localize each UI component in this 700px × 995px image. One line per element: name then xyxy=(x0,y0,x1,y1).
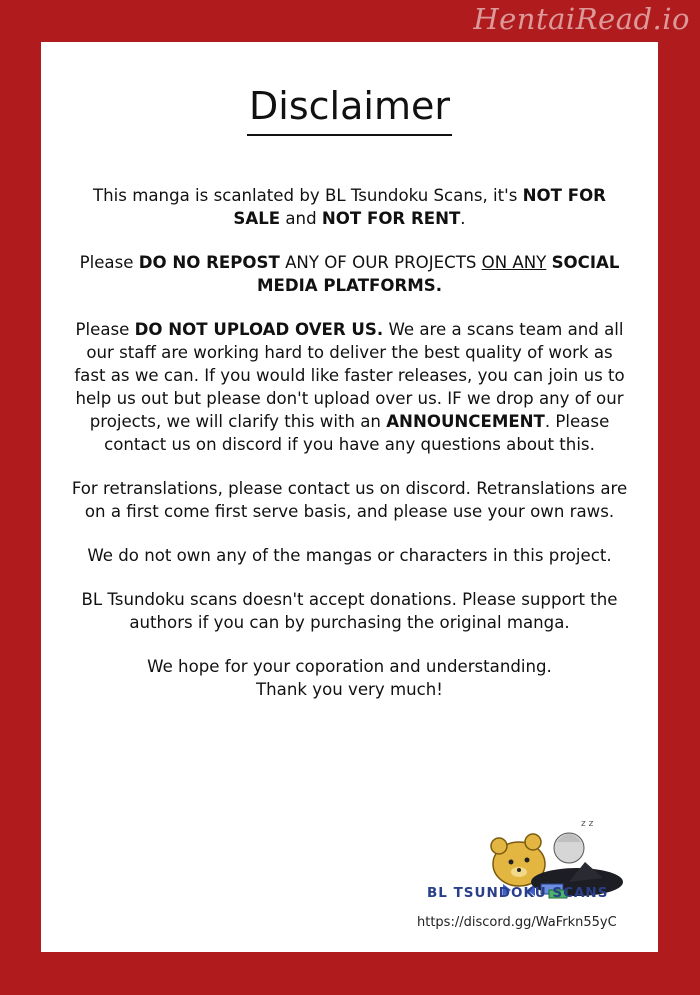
page-title xyxy=(41,84,658,136)
paragraph-repost xyxy=(71,251,628,297)
text: . xyxy=(460,209,466,228)
paragraph-donations: BL Tsundoku scans doesn't accept donations. Please support the authors if you can by purchasing the original manga. xyxy=(81,590,618,632)
emphasis: NOT FOR RENT xyxy=(321,209,461,228)
paragraph-retranslations: For retranslations, please contact us on discord. Retranslations are on a first come first serve basis, and please use your own raws. xyxy=(71,479,628,521)
svg-text:z z: z z xyxy=(581,819,594,829)
text: We are a scans team and all our staff are working hard to deliver the best quality of work as fast as we can. If you would like faster releases, you can join us to help us out but please don't upload over us. IF we drop any of our projects, we will clarify this with an xyxy=(74,320,625,431)
text: . Please contact us on discord if you have any questions about this. xyxy=(104,412,610,454)
emphasis: SOCIAL MEDIA PLATFORMS. xyxy=(256,253,620,295)
emphasis: DO NO REPOST xyxy=(138,253,280,272)
title-text: Disclaimer xyxy=(247,84,452,136)
text: Thank you very much! xyxy=(256,680,443,699)
text: and xyxy=(280,209,322,228)
text: ANY OF OUR PROJECTS xyxy=(279,253,482,272)
paragraph-ownership: We do not own any of the mangas or characters in this project. xyxy=(87,546,612,565)
text: Please xyxy=(75,320,135,339)
paragraph-scanlation xyxy=(71,184,628,230)
emphasis: DO NOT UPLOAD OVER US. xyxy=(134,320,384,339)
brand-logo: BL TSUNDOKU SCANS xyxy=(427,885,609,901)
paragraph-upload xyxy=(71,318,628,456)
site-watermark: HentaiRead.io xyxy=(473,2,690,36)
text: This manga is scanlated by BL Tsundoku Scans, it's xyxy=(93,186,523,205)
disclaimer-body xyxy=(71,184,628,722)
disclaimer-panel xyxy=(41,42,658,952)
text: Please xyxy=(79,253,139,272)
paragraph-thanks xyxy=(71,655,628,701)
emphasis: ANNOUNCEMENT xyxy=(386,412,545,431)
emphasis: NOT FOR SALE xyxy=(233,186,606,228)
discord-link[interactable]: https://discord.gg/WaFrkn55yC xyxy=(417,915,617,930)
underlined-text: ON ANY xyxy=(481,253,547,272)
text: We hope for your coporation and understanding. xyxy=(147,657,552,676)
